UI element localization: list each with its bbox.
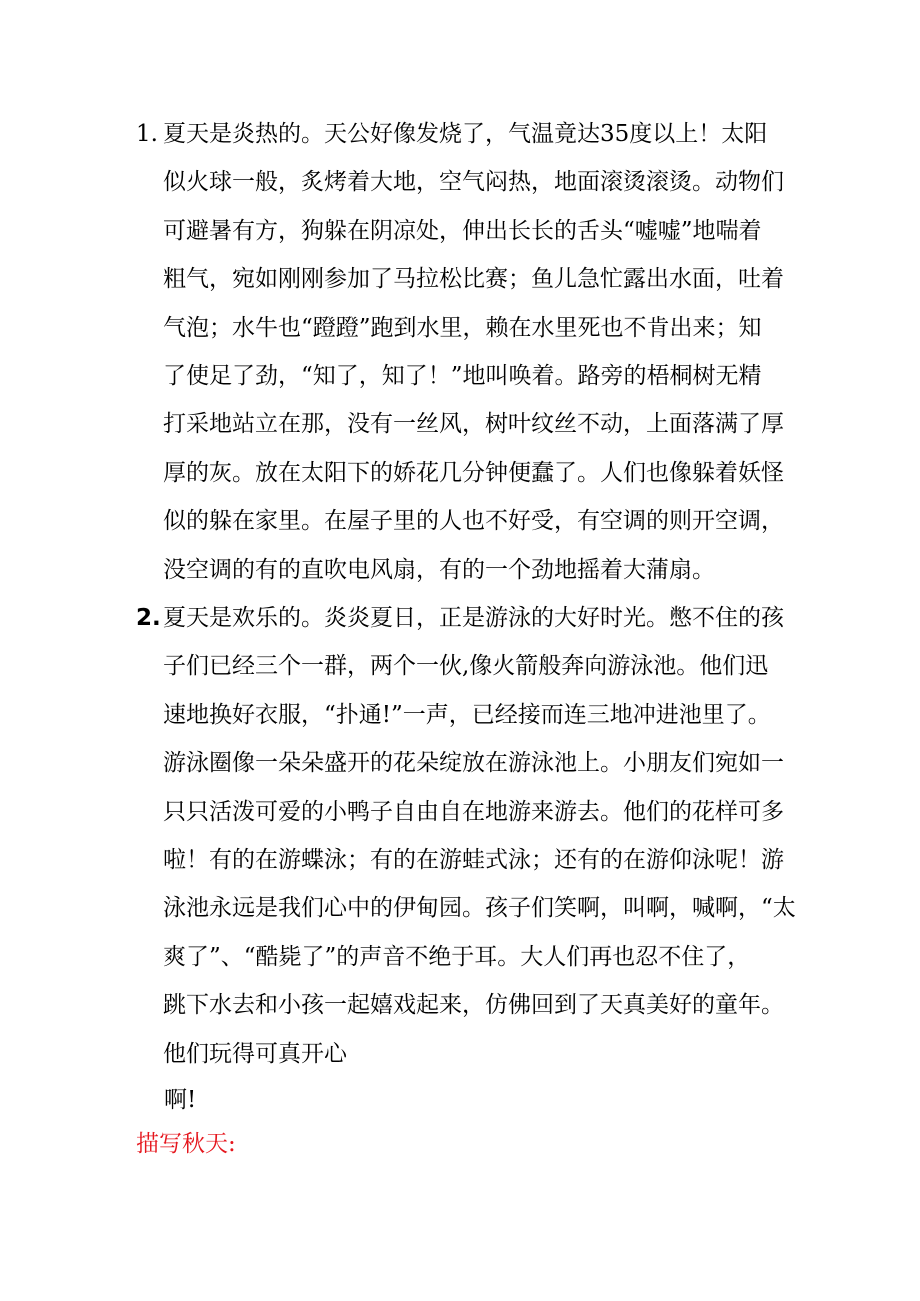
text-line: 跳下水去和小孩一起嬉戏起来，仿佛回到了天真美好的童年。 xyxy=(163,992,784,1019)
text-line: 泳池永远是我们心中的伊甸园。孩子们笑啊，叫啊，喊啊，“太 xyxy=(163,895,796,922)
text-line: 只只活泼可爱的小鸭子自由自在地游来游去。他们的花样可多 xyxy=(163,798,784,825)
paragraph-text xyxy=(163,110,823,594)
paragraph-tail: 啊! xyxy=(164,1087,197,1113)
text-line: 夏天是炎热的。天公好像发烧了，气温竟达35度以上！太阳 xyxy=(163,121,768,147)
text-line: 了使足了劲，“知了，知了！”地叫唤着。路旁的梧桐树无精 xyxy=(163,363,762,390)
paragraph-number: 2. xyxy=(136,605,161,631)
text-line: 没空调的有的直吹电风扇，有的一个劲地摇着大蒲扇。 xyxy=(163,556,715,583)
paragraph-number: 1. xyxy=(136,121,158,147)
text-line: 子们已经三个一群，两个一伙,像火箭般奔向游泳池。他们迅 xyxy=(163,653,769,680)
text-line: 气泡；水牛也“蹬蹬”跑到水里，赖在水里死也不肯出来；知 xyxy=(163,314,762,341)
section-heading-autumn: 描写秋天: xyxy=(136,1131,236,1157)
text-line: 粗气，宛如刚刚参加了马拉松比赛；鱼儿急忙露出水面，吐着 xyxy=(163,266,784,293)
text-line: 厚的灰。放在太阳下的娇花几分钟便蠢了。人们也像躲着妖怪 xyxy=(163,459,784,486)
text-line: 速地换好衣服，“扑通!”一声，已经接而连三地冲进池里了。 xyxy=(163,701,771,728)
text-line: 似的躲在家里。在屋子里的人也不好受，有空调的则开空调， xyxy=(163,508,784,535)
text-line: 爽了”、“酷毙了”的声音不绝于耳。大人们再也忍不住了， xyxy=(163,943,751,970)
text-line: 似火球一般，炙烤着大地，空气闷热，地面滚烫滚烫。动物们 xyxy=(163,169,784,196)
text-line: 他们玩得可真开心 xyxy=(163,1040,347,1067)
text-line: 夏天是欢乐的。炎炎夏日，正是游泳的大好时光。憋不住的孩 xyxy=(163,605,784,631)
paragraph-text xyxy=(163,594,823,1078)
text-line: 打采地站立在那，没有一丝风，树叶纹丝不动，上面落满了厚 xyxy=(163,411,784,438)
text-line: 可避暑有方，狗躲在阴凉处，伸出长长的舌头“嘘嘘”地喘着 xyxy=(163,217,762,244)
text-line: 游泳圈像一朵朵盛开的花朵绽放在游泳池上。小朋友们宛如一 xyxy=(163,750,784,777)
text-line: 啦！有的在游蝶泳；有的在游蛙式泳；还有的在游仰泳呢！游 xyxy=(163,847,784,874)
